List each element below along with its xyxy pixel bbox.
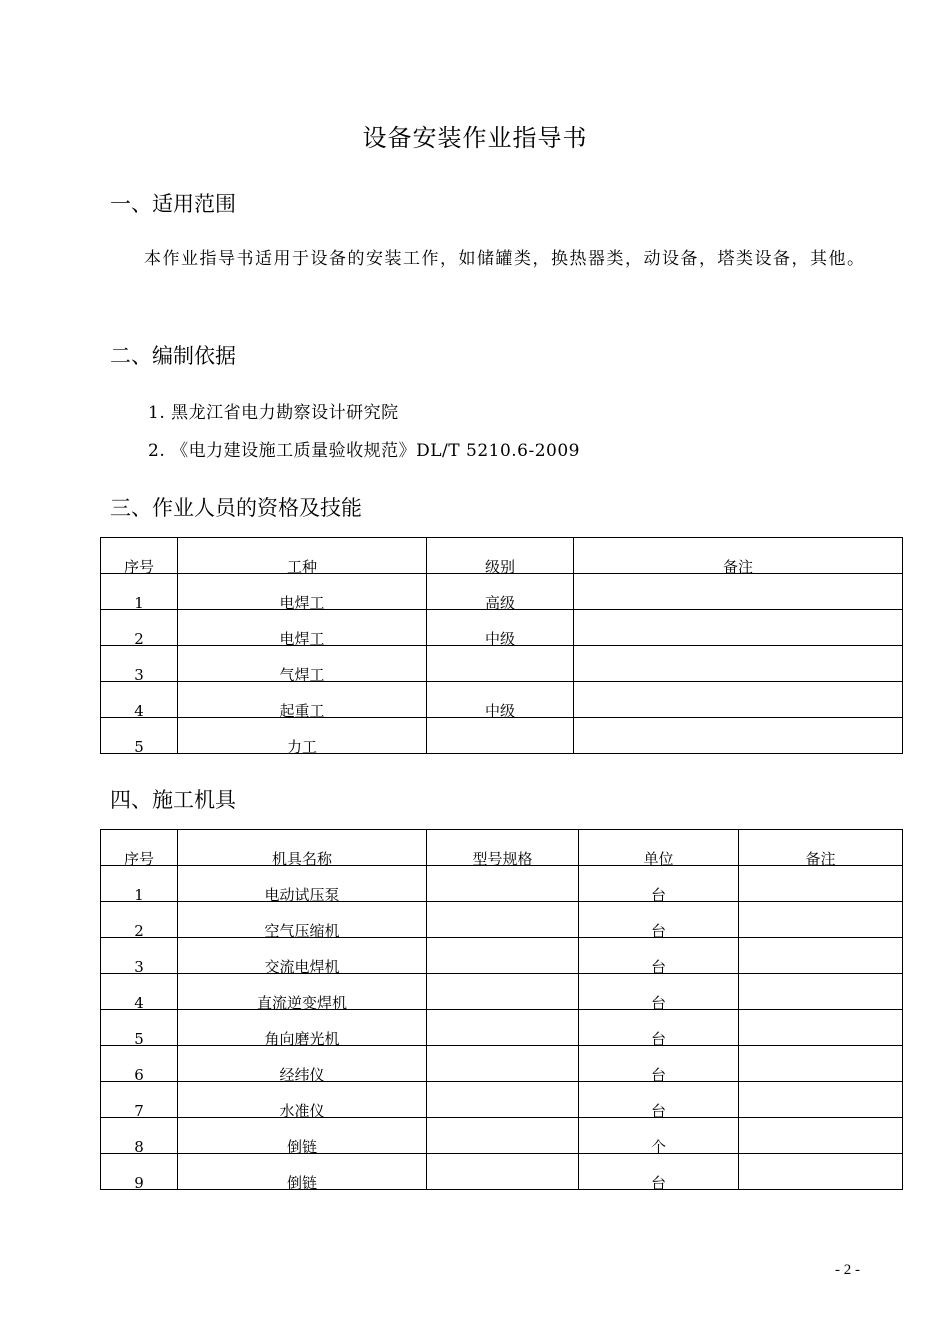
table-cell: 力工: [178, 718, 427, 754]
table-cell: 7: [101, 1082, 178, 1118]
table-cell: 4: [101, 682, 178, 718]
header-cell: 备注: [574, 538, 903, 574]
table-cell: [427, 974, 579, 1010]
header-cell: 序号: [101, 830, 178, 866]
table-cell: 直流逆变焊机: [178, 974, 427, 1010]
table-row: [101, 574, 903, 610]
table-cell: 倒链: [178, 1118, 427, 1154]
table-cell: 台: [579, 1154, 739, 1190]
table-row: [101, 1010, 903, 1046]
table-cell: [574, 682, 903, 718]
table-cell: [427, 1082, 579, 1118]
table-cell: 电焊工: [178, 610, 427, 646]
table-cell: 中级: [427, 610, 574, 646]
table-cell: [739, 866, 903, 902]
table-row: [101, 1118, 903, 1154]
table-cell: 3: [101, 646, 178, 682]
reference-item: 1. 黑龙江省电力勘察设计研究院: [148, 403, 399, 423]
table-cell: 台: [579, 866, 739, 902]
header-cell: 级别: [427, 538, 574, 574]
table-cell: 台: [579, 974, 739, 1010]
table-row: [101, 866, 903, 902]
table-cell: [739, 1154, 903, 1190]
table-cell: [427, 1118, 579, 1154]
table-row: [101, 1082, 903, 1118]
section3-heading: 三、作业人员的资格及技能: [110, 496, 362, 520]
table-row: [101, 610, 903, 646]
table-cell: [574, 646, 903, 682]
table-cell: 8: [101, 1118, 178, 1154]
table-cell: [739, 1118, 903, 1154]
table-cell: 电动试压泵: [178, 866, 427, 902]
table-cell: 个: [579, 1118, 739, 1154]
table-cell: [427, 1010, 579, 1046]
header-cell: 单位: [579, 830, 739, 866]
table-row: [101, 718, 903, 754]
table-row: [101, 902, 903, 938]
table-cell: [427, 646, 574, 682]
table-cell: 电焊工: [178, 574, 427, 610]
section2-heading: 二、编制依据: [110, 344, 236, 368]
header-cell: 序号: [101, 538, 178, 574]
table-cell: 交流电焊机: [178, 938, 427, 974]
header-cell: 机具名称: [178, 830, 427, 866]
table-cell: [739, 1082, 903, 1118]
header-cell: 工种: [178, 538, 427, 574]
reference-item: 2. 《电力建设施工质量验收规范》DL/T 5210.6-2009: [148, 441, 581, 461]
table-cell: 台: [579, 1010, 739, 1046]
table-cell: [574, 610, 903, 646]
table-cell: [427, 718, 574, 754]
table-header-row: [101, 830, 903, 866]
table-cell: 3: [101, 938, 178, 974]
table-cell: 5: [101, 1010, 178, 1046]
table-cell: 台: [579, 902, 739, 938]
header-cell: 型号规格: [427, 830, 579, 866]
table-cell: [427, 902, 579, 938]
table-cell: 6: [101, 1046, 178, 1082]
table-cell: [427, 1154, 579, 1190]
table-cell: 1: [101, 866, 178, 902]
table-cell: 中级: [427, 682, 574, 718]
table-cell: 高级: [427, 574, 574, 610]
table-cell: [739, 938, 903, 974]
table-cell: 起重工: [178, 682, 427, 718]
table-cell: 空气压缩机: [178, 902, 427, 938]
table-cell: 1: [101, 574, 178, 610]
table-cell: 角向磨光机: [178, 1010, 427, 1046]
table-cell: [739, 974, 903, 1010]
table-cell: [739, 1046, 903, 1082]
table-cell: [427, 938, 579, 974]
table-cell: 水准仪: [178, 1082, 427, 1118]
table-row: [101, 1046, 903, 1082]
table-cell: 2: [101, 902, 178, 938]
table-row: [101, 938, 903, 974]
tools-table: [100, 829, 903, 1190]
table-cell: [427, 866, 579, 902]
table-cell: [574, 718, 903, 754]
table-cell: 台: [579, 1046, 739, 1082]
table-cell: 台: [579, 1082, 739, 1118]
table-cell: [427, 1046, 579, 1082]
table-row: [101, 682, 903, 718]
table-row: [101, 646, 903, 682]
table-cell: [739, 1010, 903, 1046]
table-cell: 2: [101, 610, 178, 646]
table-cell: [574, 574, 903, 610]
table-cell: 倒链: [178, 1154, 427, 1190]
table-cell: 4: [101, 974, 178, 1010]
personnel-table: [100, 537, 903, 754]
table-row: [101, 974, 903, 1010]
section4-heading: 四、施工机具: [110, 788, 236, 812]
table-cell: 9: [101, 1154, 178, 1190]
page-number: - 2 -: [835, 1262, 860, 1278]
section1-body: 本作业指导书适用于设备的安装工作，如储罐类，换热器类，动设备，塔类设备，其他。: [144, 249, 866, 269]
table-cell: [739, 902, 903, 938]
table-row: [101, 1154, 903, 1190]
section1-heading: 一、适用范围: [110, 192, 236, 216]
table-cell: 5: [101, 718, 178, 754]
header-cell: 备注: [739, 830, 903, 866]
table-cell: 气焊工: [178, 646, 427, 682]
document-title: 设备安装作业指导书: [362, 124, 588, 152]
table-cell: 经纬仪: [178, 1046, 427, 1082]
table-cell: 台: [579, 938, 739, 974]
table-header-row: [101, 538, 903, 574]
